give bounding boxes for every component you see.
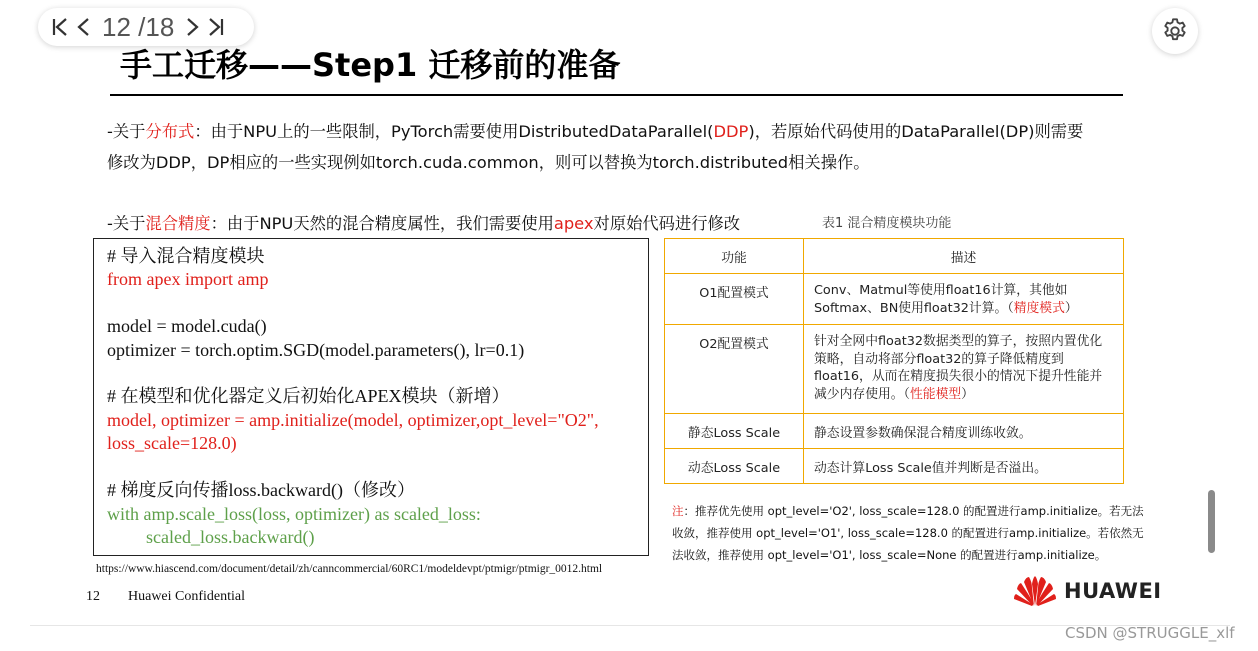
table-cell-desc: 静态设置参数确保混合精度训练收敛。 <box>804 414 1124 449</box>
table-cell-feature: O2配置模式 <box>665 325 804 414</box>
table-cell-feature: 静态Loss Scale <box>665 414 804 449</box>
first-page-button[interactable] <box>48 8 72 46</box>
desc-highlight: 精度模式 <box>1013 301 1065 316</box>
text-segment: )，若原始代码使用的DataParallel(DP)则需要 <box>748 122 1084 141</box>
code-line: with amp.scale_loss(loss, optimizer) as scaled_loss: <box>107 504 481 524</box>
page-current: 12 <box>102 11 131 42</box>
code-line: optimizer = torch.optim.SGD(model.parameters(), lr=0.1) <box>107 340 525 360</box>
distributed-paragraph <box>107 116 1083 178</box>
page-indicator <box>96 12 180 43</box>
desc-tail: ） <box>961 386 974 402</box>
footer-page-number: 12 <box>86 589 100 604</box>
huawei-logo <box>1012 574 1162 608</box>
text-segment: -关于 <box>107 214 146 233</box>
huawei-logo-icon <box>1012 574 1058 608</box>
table-row <box>665 449 1124 484</box>
code-line: # 梯度反向传播loss.backward()（修改） <box>107 480 415 500</box>
table-caption: 表1 混合精度模块功能 <box>822 216 952 231</box>
table-cell-desc <box>804 325 1124 414</box>
footer-confidential: Huawei Confidential <box>128 589 246 604</box>
vertical-scrollbar[interactable] <box>1208 490 1215 553</box>
title-divider <box>110 94 1123 96</box>
desc-text: Conv、Matmul等使用float16计算，其他如Softmax、BN使用float32计算。（ <box>814 283 1068 316</box>
code-line: loss_scale=128.0) <box>107 433 237 453</box>
mixed-precision-table <box>664 238 1124 484</box>
desc-text: 针对全网中float32数据类型的算子，按照内置优化策略，自动将部分float32的算子降低精度到float16，从而在精度损失很小的情况下提升性能并减少内存使用。（ <box>814 334 1103 402</box>
table-cell-desc: 动态计算Loss Scale值并判断是否溢出。 <box>804 449 1124 484</box>
page-total: 18 <box>145 11 175 42</box>
page-separator: / <box>130 11 146 42</box>
table-row <box>665 414 1124 449</box>
table-cell-desc <box>804 274 1124 325</box>
reference-url: https://www.hiascend.com/document/detail/zh/canncommercial/60RC1/modeldevpt/ptmigr/ptmigr_0012.html <box>96 563 603 575</box>
desc-highlight: 性能模型 <box>909 386 962 402</box>
prev-page-button[interactable] <box>72 8 96 46</box>
note-text: ：推荐优先使用 opt_level='O2', loss_scale=128.0 的配置进行amp.initialize。若无法收敛，推荐使用 opt_level='O1', loss_scale=128.0 的配置进行amp.initialize。若依然无法收敛，推荐使用 opt_level='O1', loss_scale=None 的配置进行amp.initialize。 <box>672 504 1144 562</box>
highlight-mixed-precision: 混合精度 <box>145 214 211 233</box>
text-segment: -关于 <box>107 122 146 141</box>
prev-page-icon <box>74 17 94 37</box>
gear-icon <box>1161 17 1189 45</box>
code-line: model, optimizer = amp.initialize(model, optimizer,opt_level="O2", <box>107 410 599 430</box>
mixed-precision-paragraph <box>107 208 740 239</box>
table-header: 描述 <box>804 239 1124 274</box>
table-header: 功能 <box>665 239 804 274</box>
text-segment: ：由于NPU天然的混合精度属性，我们需要使用 <box>210 214 554 233</box>
csdn-watermark: CSDN @STRUGGLE_xlf <box>1065 624 1235 642</box>
settings-button[interactable] <box>1152 8 1198 54</box>
table-row <box>665 325 1124 414</box>
huawei-logo-text: HUAWEI <box>1064 579 1162 603</box>
highlight-apex: apex <box>553 214 594 233</box>
distributed-line-1 <box>107 116 1083 147</box>
code-line: model = model.cuda() <box>107 316 267 336</box>
text-segment: 对原始代码进行修改 <box>593 214 741 233</box>
slide-title: 手工迁移——Step1 迁移前的准备 <box>120 46 621 84</box>
code-block <box>93 238 649 556</box>
highlight-ddp: DDP <box>713 122 749 141</box>
highlight-distributed: 分布式 <box>145 122 195 141</box>
table-cell-feature: O1配置模式 <box>665 274 804 325</box>
table-row <box>665 274 1124 325</box>
next-page-icon <box>182 17 202 37</box>
table-cell-feature: 动态Loss Scale <box>665 449 804 484</box>
distributed-line-2: 修改为DDP，DP相应的一些实现例如torch.cuda.common，则可以替换为torch.distributed相关操作。 <box>107 153 870 172</box>
code-line: # 在模型和优化器定义后初始化APEX模块（新增） <box>107 386 510 406</box>
first-page-icon <box>50 17 70 37</box>
table-header-row <box>665 239 1124 274</box>
recommendation-note <box>672 500 1147 566</box>
viewer-bottom-divider <box>30 625 1230 626</box>
last-page-icon <box>206 17 226 37</box>
code-line: from apex import amp <box>107 269 269 289</box>
code-line: scaled_loss.backward() <box>146 527 315 547</box>
note-label: 注 <box>672 504 684 518</box>
desc-tail: ） <box>1064 301 1078 316</box>
code-line: # 导入混合精度模块 <box>107 246 265 266</box>
text-segment: ：由于NPU上的一些限制，PyTorch需要使用DistributedDataParallel( <box>194 122 714 141</box>
